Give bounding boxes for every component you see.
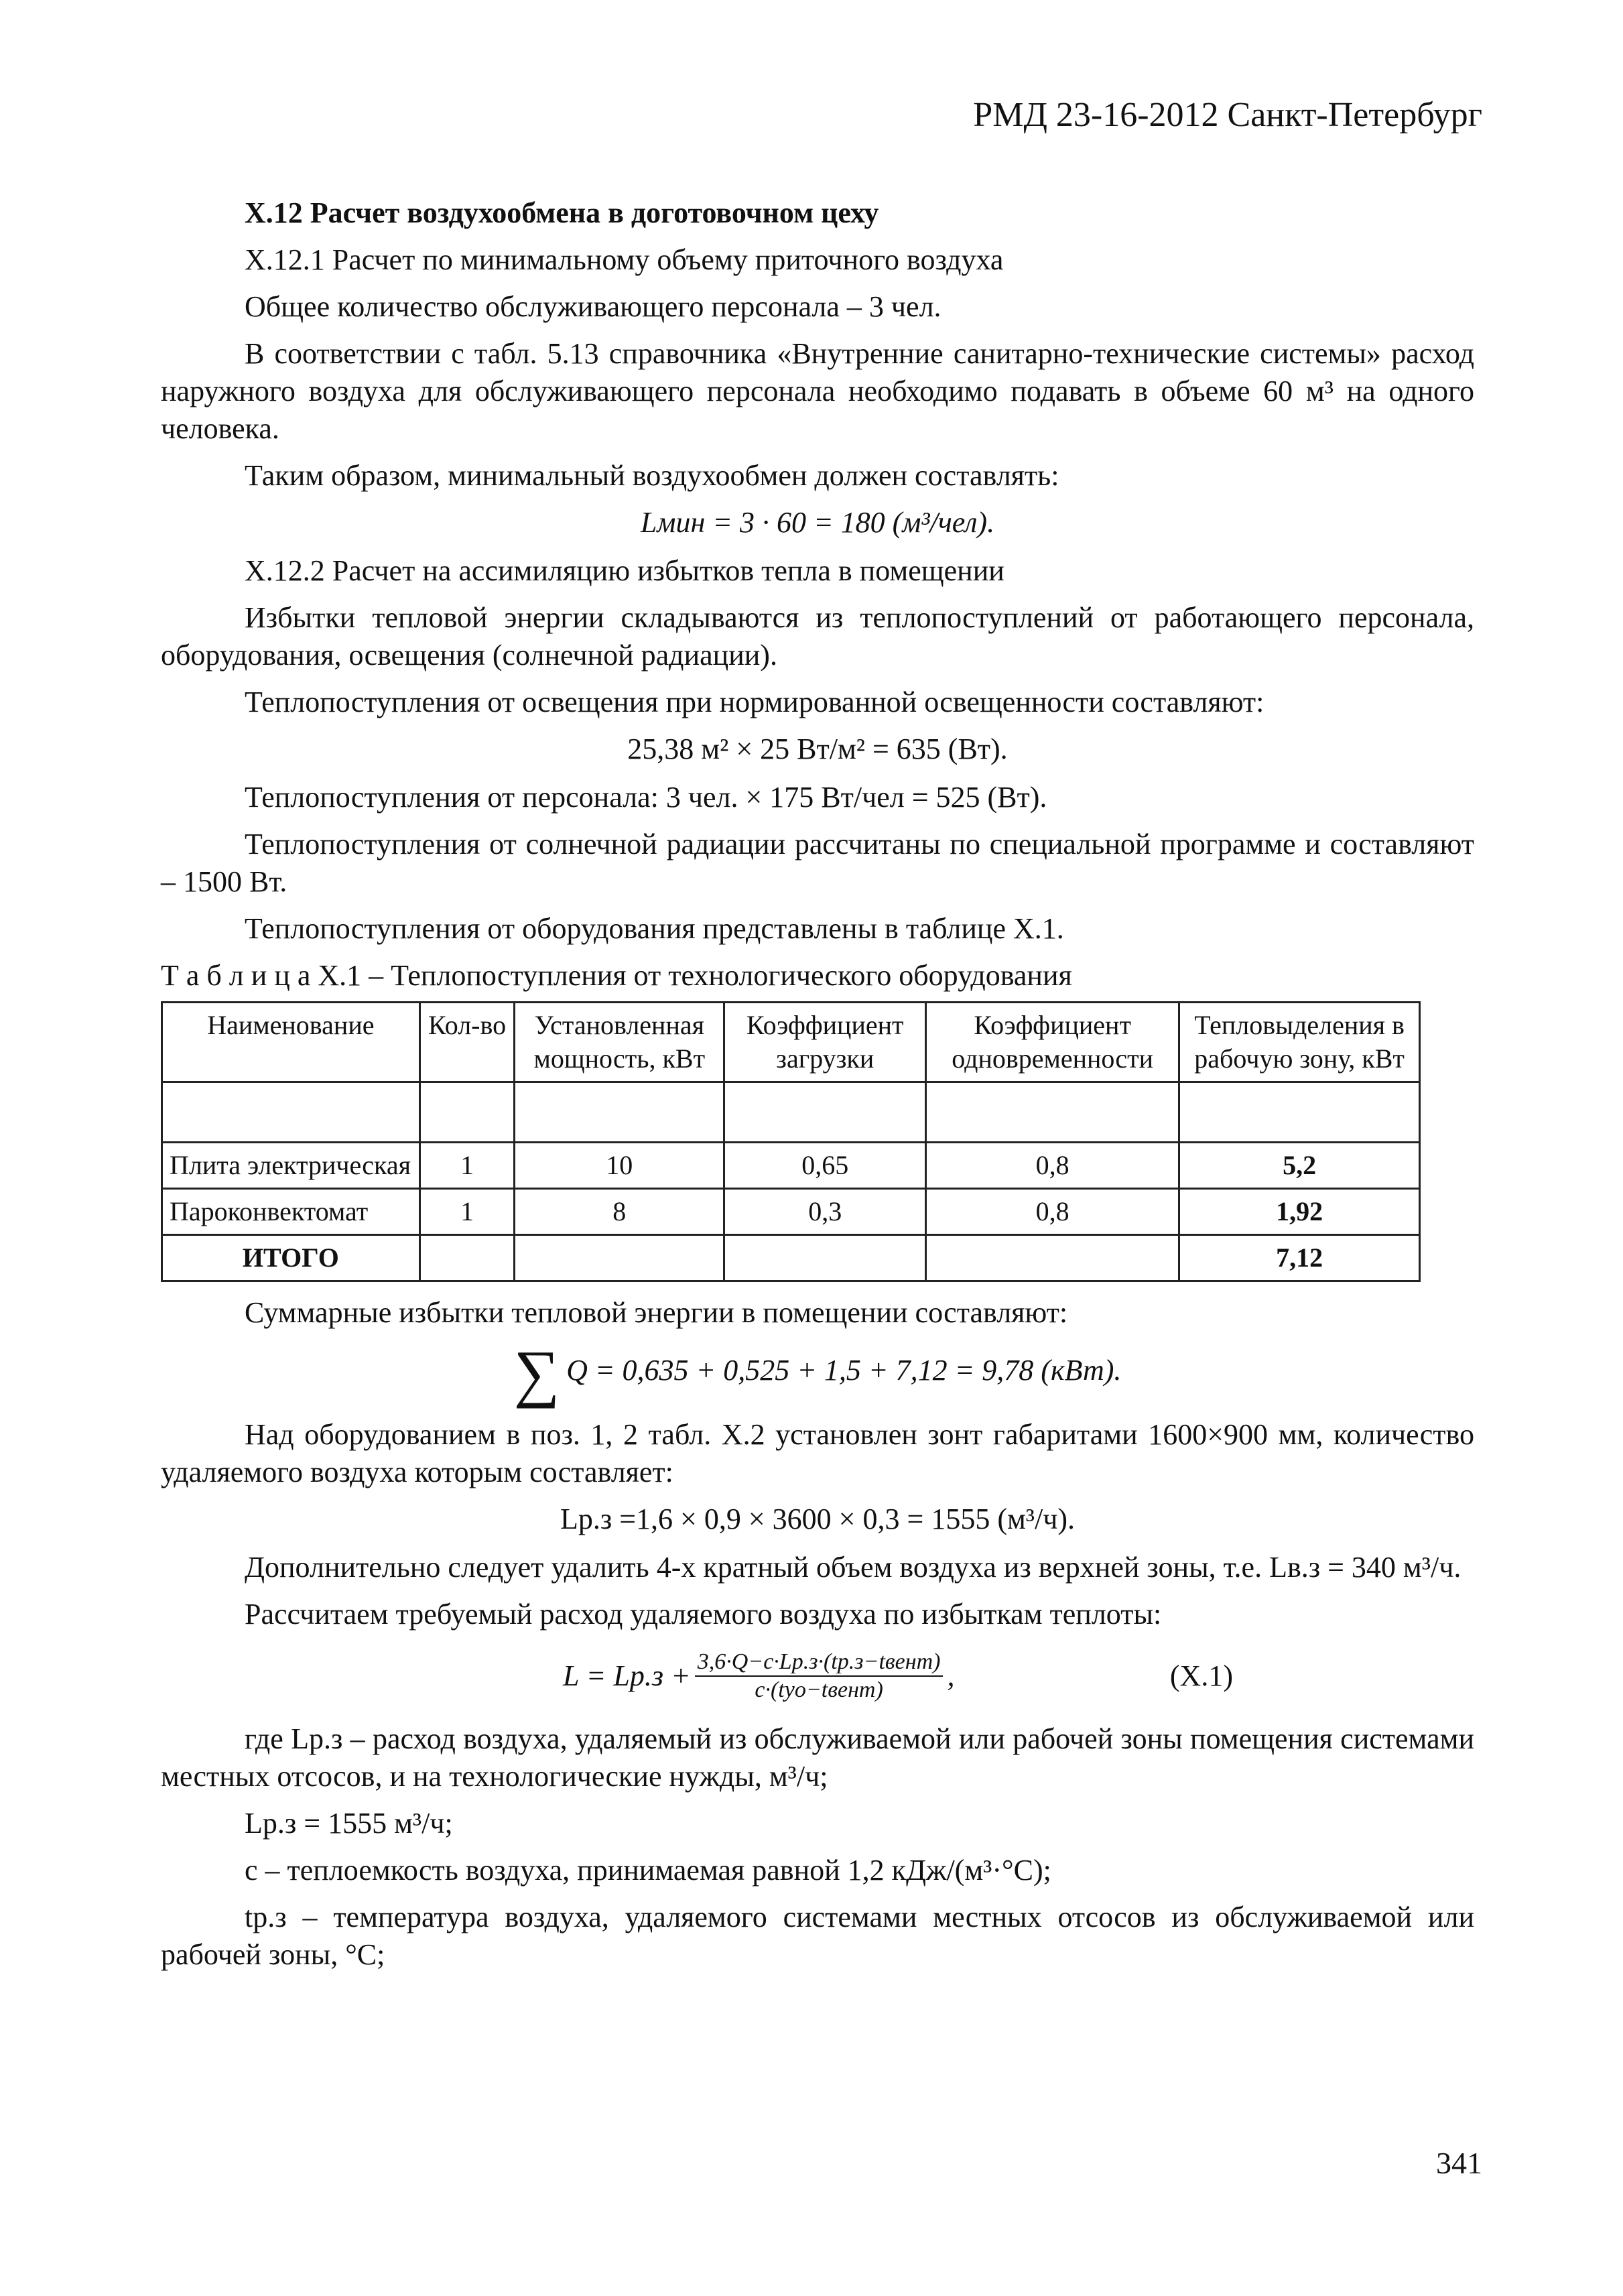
table-header-cell: Кол-во <box>419 1003 515 1082</box>
equipment-heat-table <box>161 1001 1421 1282</box>
document-body <box>161 194 1474 1983</box>
table-row <box>162 1189 1420 1235</box>
table-cell: 1,92 <box>1179 1189 1420 1235</box>
table-cell: 1 <box>419 1189 515 1235</box>
table-header-cell: Установленная мощность, кВт <box>515 1003 724 1082</box>
paragraph-required-flow: Рассчитаем требуемый расход удаляемого воздуха по избыткам теплоты: <box>245 1598 1162 1631</box>
table-cell: 10 <box>515 1143 724 1189</box>
equation-x1-tail: , <box>947 1659 955 1692</box>
equation-sum-q <box>161 1337 1474 1409</box>
equation-lighting: 25,38 м² × 25 Вт/м² = 635 (Вт). <box>627 732 1008 765</box>
table-header-cell: Наименование <box>162 1003 420 1082</box>
equation-sum-q-text: Q = 0,635 + 0,525 + 1,5 + 7,12 = 9,78 (кВт). <box>566 1354 1122 1387</box>
paragraph-hood: Над оборудованием в поз. 1, 2 табл. X.2 установлен зонт габаритами 1600×900 мм, количество удаляемого воздуха которым составляет: <box>161 1418 1474 1488</box>
paragraph-min-exchange: Таким образом, минимальный воздухообмен должен составлять: <box>245 459 1059 492</box>
table-total-value: 7,12 <box>1179 1235 1420 1281</box>
paragraph-heat-excess: Избытки тепловой энергии складываются из теплопоступлений от работающего персонала, оборудования, освещения (солнечной радиации). <box>161 601 1474 672</box>
paragraph-air-norm: В соответствии с табл. 5.13 справочника «Внутренние санитарно-технические системы» расход наружного воздуха для обслуживающего персонала необходимо подавать в объеме 60 м³ на одного человека. <box>161 337 1474 445</box>
page-number: 341 <box>1436 2146 1482 2180</box>
table-cell: 0,3 <box>724 1189 926 1235</box>
subsection-title-2: X.12.2 Расчет на ассимиляцию избытков тепла в помещении <box>245 554 1004 587</box>
paragraph-equipment: Теплопоступления от оборудования представлены в таблице X.1. <box>245 912 1064 945</box>
subsection-title-1: X.12.1 Расчет по минимальному объему приточного воздуха <box>245 243 1004 276</box>
paragraph-solar: Теплопоступления от солнечной радиации рассчитаны по специальной программе и составляют – 1500 Вт. <box>161 828 1474 898</box>
table-header-row <box>162 1003 1420 1082</box>
table-caption: Т а б л и ц а X.1 – Теплопоступления от технологического оборудования <box>161 959 1072 992</box>
paragraph-total-heat: Суммарные избытки тепловой энергии в помещении составляют: <box>245 1296 1068 1329</box>
document-header: РМД 23-16-2012 Санкт-Петербург <box>973 96 1482 134</box>
equation-x1-numerator: 3,6·Q−c·Lр.з·(tр.з−tвент) <box>695 1649 944 1677</box>
table-row <box>162 1143 1420 1189</box>
table-cell: 5,2 <box>1179 1143 1420 1189</box>
equation-x1-lhs: L = Lр.з + <box>563 1659 691 1692</box>
table-header-cell: Коэффициент загрузки <box>724 1003 926 1082</box>
equation-number: (X.1) <box>1169 1659 1233 1692</box>
table-header-cell: Тепловыделения в рабочую зону, кВт <box>1179 1003 1420 1082</box>
table-cell: 1 <box>419 1143 515 1189</box>
equation-l-rz: Lр.з =1,6 × 0,9 × 3600 × 0,3 = 1555 (м³/ч). <box>560 1503 1076 1535</box>
paragraph-personnel: Теплопоступления от персонала: 3 чел. × 175 Вт/чел = 525 (Вт). <box>245 781 1047 814</box>
table-cell: 0,8 <box>926 1189 1179 1235</box>
table-total-label: ИТОГО <box>162 1235 420 1281</box>
paragraph-lighting: Теплопоступления от освещения при нормированной освещенности составляют: <box>245 686 1264 718</box>
equation-x1-fraction <box>695 1649 944 1704</box>
paragraph-where-lrz: где Lр.з – расход воздуха, удаляемый из обслуживаемой или рабочей зоны помещения системами местных отсосов, и на технологические нужды, м³/ч; <box>161 1722 1474 1793</box>
section-title: X.12 Расчет воздухообмена в доготовочном цеху <box>245 196 879 229</box>
table-empty-row <box>162 1082 1420 1143</box>
sigma-symbol: ∑ <box>513 1337 560 1409</box>
table-cell: 0,65 <box>724 1143 926 1189</box>
equation-l-min: Lмин = 3 · 60 = 180 (м³/чел). <box>640 506 995 539</box>
table-total-row <box>162 1235 1420 1281</box>
equation-x1-denominator: c·(tуо−tвент) <box>755 1677 883 1702</box>
paragraph-temp-rz: tр.з – температура воздуха, удаляемого системами местных отсосов из обслуживаемой или рабочей зоны, °С; <box>161 1901 1474 1971</box>
paragraph-upper-zone: Дополнительно следует удалить 4-х кратный объем воздуха из верхней зоны, т.е. Lв.з = 340 м³/ч. <box>245 1551 1462 1584</box>
equation-x1-body <box>563 1643 954 1710</box>
table-cell: Плита электрическая <box>162 1143 420 1189</box>
paragraph-heat-capacity: c – теплоемкость воздуха, принимаемая равной 1,2 кДж/(м³·°С); <box>245 1854 1051 1887</box>
table-cell: 0,8 <box>926 1143 1179 1189</box>
paragraph-lrz-value: Lр.з = 1555 м³/ч; <box>245 1807 453 1840</box>
equation-x1 <box>161 1643 1474 1710</box>
paragraph-staff: Общее количество обслуживающего персонала – 3 чел. <box>245 290 942 323</box>
table-header-cell: Коэффициент одновременности <box>926 1003 1179 1082</box>
table-cell: Пароконвектомат <box>162 1189 420 1235</box>
table-cell: 8 <box>515 1189 724 1235</box>
